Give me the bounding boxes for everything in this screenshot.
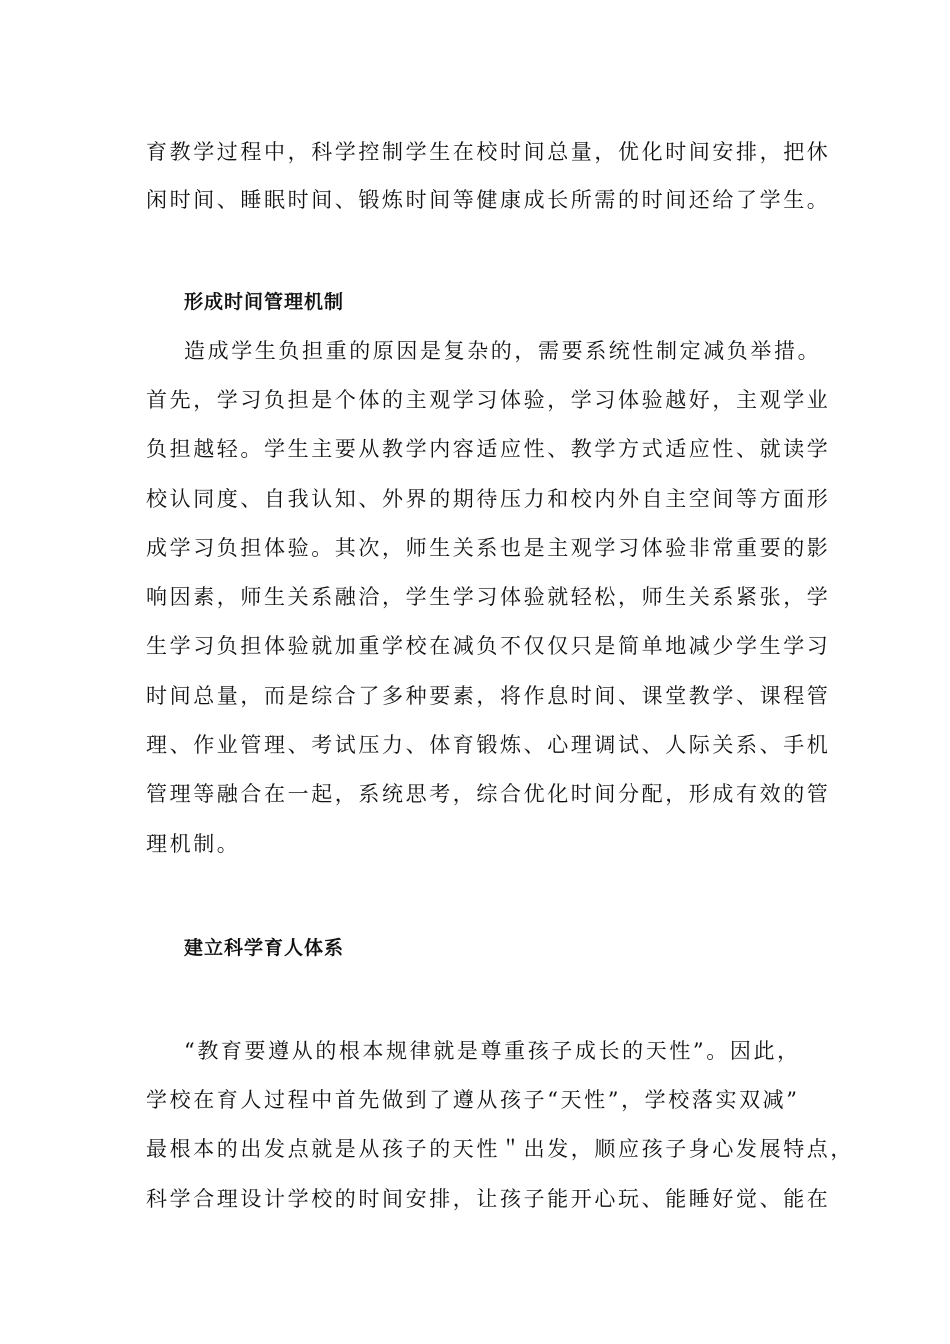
section1-line-11: 理机制。 [146,832,241,856]
section1-line-2: 首先，学习负担是个体的主观学习体验，学习体验越好，主观学业 [146,388,831,412]
section1-line-9: 理、作业管理、考试压力、体育锻炼、心理调试、人际关系、手机 [146,733,831,757]
section2-line-2: 学校在育人过程中首先做到了遵从孩子“天性”，学校落实双减” [146,1088,800,1112]
section1-line-8: 时间总量，而是综合了多种要素，将作息时间、课堂教学、课程管 [146,684,831,708]
section1-line-10: 管理等融合在一起，系统思考，综合优化时间分配，形成有效的管 [146,782,831,806]
section1-line-3: 负担越轻。学生主要从教学内容适应性、教学方式适应性、就读学 [146,437,831,461]
section2-line-1: “教育要遵从的根本规律就是尊重孩子成长的天性”。因此， [184,1039,801,1063]
section-heading-education-system: 建立科学育人体系 [184,937,345,959]
section1-line-1: 造成学生负担重的原因是复杂的，需要系统性制定减负举措。 [184,339,822,363]
section1-line-5: 成学习负担体验。其次，师生关系也是主观学习体验非常重要的影 [146,536,831,560]
section1-line-4: 校认同度、自我认知、外界的期待压力和校内外自主空间等方面形 [146,487,831,511]
section2-line-4: 科学合理设计学校的时间安排，让孩子能开心玩、能睡好觉、能在 [146,1187,831,1211]
section2-line-3: 最根本的出发点就是从孩子的天性＂出发，顺应孩子身心发展特点， [146,1137,854,1161]
section1-line-7: 生学习负担体验就加重学校在减负不仅仅只是简单地减少学生学习 [146,634,831,658]
intro-line-1: 育教学过程中，科学控制学生在校时间总量，优化时间安排，把休 [146,140,831,164]
section-heading-time-management: 形成时间管理机制 [184,291,345,313]
section1-line-6: 响因素，师生关系融洽，学生学习体验就轻松，师生关系紧张，学 [146,585,831,609]
intro-line-2: 闲时间、睡眠时间、锻炼时间等健康成长所需的时间还给了学生。 [146,188,831,212]
